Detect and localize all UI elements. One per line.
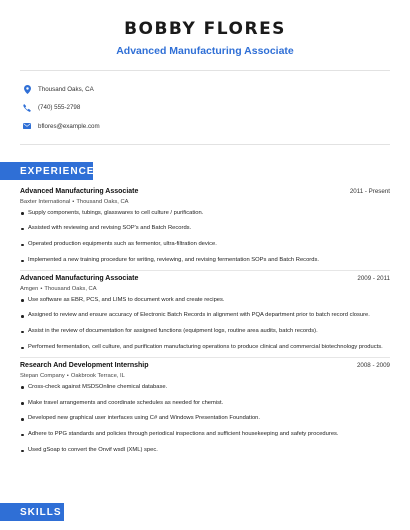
job-bullet: Implemented a new training procedure for writing, reviewing, and revising fermentation SOPs and Batch Records. (20, 257, 390, 265)
phone-text: (740) 555-2798 (38, 104, 81, 111)
contact-list (22, 80, 100, 135)
experience-section-header: EXPERIENCE (0, 162, 93, 180)
job-dates: 2011 - Present (349, 188, 390, 195)
job-bullets (20, 210, 390, 265)
job-org: Amgen • Thousand Oaks, CA (20, 285, 97, 292)
location-text: Thousand Oaks, CA (38, 85, 94, 93)
job-location: Oakbrook Terrace, IL (70, 372, 125, 379)
job-title: Research And Development Internship (20, 362, 149, 370)
job-dates: 2008 - 2009 (356, 362, 390, 370)
job-location: Thousand Oaks, CA (44, 285, 97, 292)
experience-list (20, 187, 390, 463)
job-bullet: Assist in the review of documentation for assigned functions (equipment logs, routine area audits, batch records). (20, 328, 390, 336)
phone-icon (22, 102, 32, 114)
job-bullet: Used gSoap to convert the Onvif wsdl (XML) spec. (20, 447, 390, 455)
job-bullet: Assigned to review and ensure accuracy of Electronic Batch Records in alignment with PQA department prior to batch record closure. (20, 312, 390, 320)
job-org: Baxter International • Thousand Oaks, CA (20, 198, 129, 205)
job-title: Advanced Manufacturing Associate (20, 188, 139, 195)
resume-header (0, 0, 410, 58)
header-divider (20, 70, 390, 71)
job-bullet: Supply components, tubings, glasswares to cell culture / purification. (20, 210, 390, 218)
job-bullet: Adhere to PPG standards and policies through periodical inspections and sufficient housekeeping and safety procedures. (20, 431, 390, 439)
job-bullet: Operated production equipments such as fermentor, ultra-filtration device. (20, 241, 390, 249)
email-icon (22, 120, 32, 132)
experience-item (20, 274, 390, 352)
job-title: Advanced Manufacturing Associate (20, 275, 139, 283)
job-bullet: Developed new graphical user interfaces using C# and Windows Presentation Foundation. (20, 415, 390, 423)
contact-divider (20, 144, 390, 145)
job-location: Thousand Oaks, CA (76, 198, 129, 205)
candidate-role: Advanced Manufacturing Associate (116, 45, 294, 57)
location-pin-icon (22, 83, 32, 95)
skills-section-header: SKILLS (0, 503, 64, 521)
job-divider (20, 270, 390, 271)
job-company: Amgen (20, 285, 39, 292)
job-bullet: Performed fermentation, cell culture, and purification manufacturing operations to produce clinical and commercial biotechnology products. (20, 344, 390, 352)
job-bullet: Make travel arrangements and coordinate schedules as needed for chemist. (20, 400, 390, 408)
job-bullets (20, 297, 390, 352)
email-text: bflores@example.com (38, 122, 100, 130)
job-bullets (20, 384, 390, 455)
candidate-name: BOBBY FLORES (124, 19, 286, 39)
job-org: Stepan Company • Oakbrook Terrace, IL (20, 372, 125, 379)
job-divider (20, 357, 390, 358)
contact-location (22, 80, 100, 98)
job-bullet: Use software as EBR, PCS, and LIMS to document work and create recipes. (20, 297, 390, 305)
job-bullet: Assisted with reviewing and revising SOP's and Batch Records. (20, 225, 390, 233)
job-company: Stepan Company (20, 372, 65, 379)
job-dates: 2009 - 2011 (357, 275, 390, 283)
job-bullet: Cross-check against MSDSOnline chemical database. (20, 384, 390, 392)
contact-email (22, 117, 100, 135)
contact-phone (22, 99, 100, 117)
experience-item (20, 361, 390, 455)
experience-item (20, 187, 390, 265)
job-company: Baxter International (20, 198, 71, 205)
